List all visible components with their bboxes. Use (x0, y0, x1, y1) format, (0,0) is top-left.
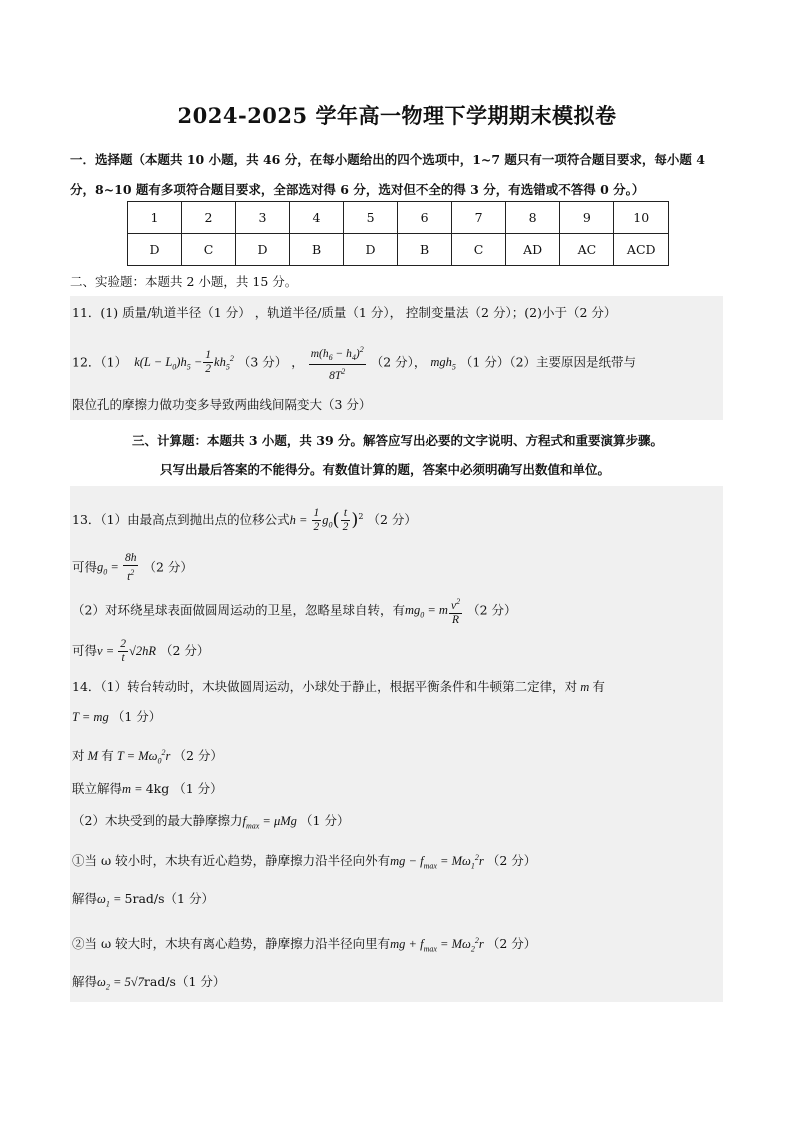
section3-heading-line1: 三、计算题：本题共 3 小题，共 39 分。解答应写出必要的文字说明、方程式和重要演算步骤。 (132, 433, 664, 448)
answer-cell: D (236, 234, 290, 266)
question-number-cell: 6 (398, 202, 452, 234)
answer-table-answer-row (128, 234, 669, 266)
answer-cell: ACD (614, 234, 669, 266)
q14-line9: 解得$\omega_2 = 5√7rad/s(1$ 分） (72, 974, 226, 992)
q12-formula-2: $\frac{m(h_6 - h_4)^2}{8T^2}$ (310, 345, 364, 382)
q13-line2: 可得$g_0$ = $\frac{8h}{t^2}$ （2 分） (72, 552, 193, 583)
answer-cell: AD (506, 234, 560, 266)
page-title: 2024-2025 学年高一物理下学期期末模拟卷 (177, 103, 617, 128)
question-number-cell: 10 (614, 202, 669, 234)
q14-line7: 解得$\omega_1 = 5rad/s(1$ 分） (72, 891, 214, 909)
q12-answer-line2: 限位孔的摩擦力做功变多导致两曲线间隔变大（3 分） (72, 397, 372, 412)
question-number-cell: 8 (506, 202, 560, 234)
section1-instructions: 一．选择题（本题共 10 小题，共 46 分，在每小题给出的四个选项中，1~7 题只有一项符合题目要求，每小题 4 分，8~10 题有多项符合题目要求，全部选对得 6 分，选对但不全的得 3 分，有选错或不答得 0 分。） (70, 152, 705, 197)
q14-line3: 对 M 有 $T = M\omega_0^2r$ （2 分） (72, 748, 223, 766)
q11-answer: 11．(1) 质量/轨道半径（1 分） ，轨道半径/质量（1 分）， 控制变量法（2 分）；(2)小于（2 分） (72, 305, 617, 320)
section2-heading: 二、实验题：本题共 2 小题，共 15 分。 (70, 274, 298, 289)
q12-formula-1: $k(L - L_0)h_5$ − (131, 355, 203, 372)
question-number-cell: 9 (560, 202, 614, 234)
q12-number: 12．（1） (72, 354, 128, 370)
q13-line4: 可得v = $\frac{2}{t}$ √2hR （2 分） (72, 638, 210, 664)
answer-table-number-row (128, 202, 669, 234)
q14-line1: 14．（1）转台转动时，木块做圆周运动，小球处于静止，根据平衡条件和牛顿第二定律，对 m 有 (72, 679, 605, 694)
answer-table (127, 201, 669, 266)
section3-heading-line2: 只写出最后答案的不能得分。有数值计算的题，答案中必须明确写出数值和单位。 (160, 462, 611, 477)
q13-line1: 13．（1）由最高点到抛出点的位移公式h = $\frac{1}{2}$ $g_0$( $\frac{t}{2}$ )$^2$ （2 分） (72, 507, 417, 534)
answer-cell: B (290, 234, 344, 266)
q12-fraction-half: $\frac{1}{2}$ (205, 349, 212, 376)
answer-cell: C (182, 234, 236, 266)
question-number-cell: 1 (128, 202, 182, 234)
q14-line2: T = mg （1 分） (72, 709, 162, 724)
q14-line4: 联立解得m = 4kg （1 分） (72, 781, 223, 796)
answer-cell: AC (560, 234, 614, 266)
answer-cell: C (452, 234, 506, 266)
q14-line6: ①当 ω 较小时，木块有近心趋势，静摩擦力沿半径向外有mg − $f_{max} = M\omega_1^2r$ （2 分） (72, 853, 537, 871)
answer-cell: D (344, 234, 398, 266)
q14-line8: ②当 ω 较大时，木块有离心趋势，静摩擦力沿半径向里有mg + $f_{max} = M\omega_2^2r$ （2 分） (72, 936, 537, 954)
question-number-cell: 5 (344, 202, 398, 234)
question-number-cell: 4 (290, 202, 344, 234)
q13-line3: （2）对环绕星球表面做圆周运动的卫星，忽略星球自转，有$mg_0 = m$ $\frac{v^2}{R}$ （2 分） (72, 597, 517, 626)
q14-line5: （2）木块受到的最大静摩擦力$f_{max} = \mu Mg$ （1 分） (72, 813, 350, 831)
question-number-cell: 3 (236, 202, 290, 234)
q12-formula-3: mgh$_5$ (430, 355, 456, 372)
question-number-cell: 2 (182, 202, 236, 234)
answer-cell: B (398, 234, 452, 266)
q12-answer-line1: 12．（1） $k(L - L_0)h_5$ − $\frac{1}{2}$ $kh_5^2$ （3 分） ， $\frac{m(h_6 - h_4)^2}{8T^2}$ （2 分）， mgh$_5$ （1 分）（2）主要原因是纸带与 (72, 345, 637, 382)
answer-cell: D (128, 234, 182, 266)
question-number-cell: 7 (452, 202, 506, 234)
